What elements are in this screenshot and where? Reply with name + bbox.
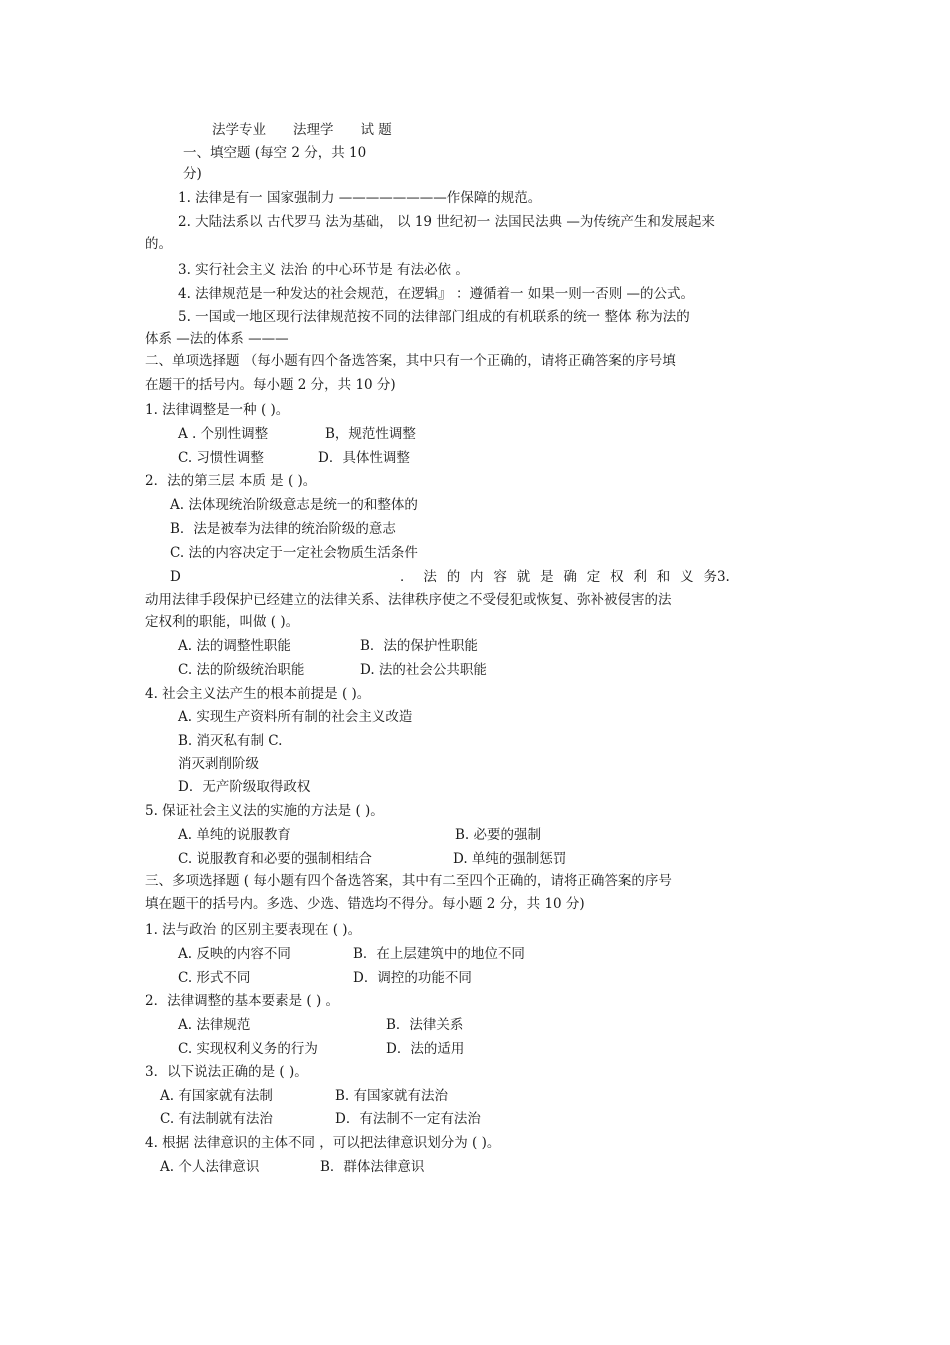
single-q5-option-a: A. 单纯的说服教育 <box>178 827 291 843</box>
single-question-2: 2．法的第三层 本质 是 ( )。 <box>145 473 317 489</box>
option-d-char: 内 <box>470 569 484 585</box>
single-q4-option-c: 消灭剥削阶级 <box>178 756 259 772</box>
multi-q1-option-b: B．在上层建筑中的地位不同 <box>353 946 525 962</box>
single-q4-option-d: D．无产阶级取得政权 <box>178 779 311 795</box>
option-d-char: 确 <box>563 569 577 585</box>
multi-q2-option-b: B．法律关系 <box>386 1017 464 1033</box>
single-q2-option-b: B．法是被奉为法律的统治阶级的意志 <box>170 521 396 537</box>
single-q5-option-d: D. 单纯的强制惩罚 <box>453 851 567 867</box>
single-q2-option-a: A. 法体现统治阶级意志是统一的和整体的 <box>170 497 418 513</box>
option-d-char: 权 <box>610 569 624 585</box>
single-q1-option-c: C. 习惯性调整 <box>178 450 264 466</box>
multi-question-2: 2．法律调整的基本要素是 ( ) 。 <box>145 993 339 1009</box>
fill-question-2-cont: 的。 <box>145 236 172 252</box>
fill-question-3: 3. 实行社会主义 法治 的中心环节是 有法必依 。 <box>178 262 469 278</box>
single-question-5: 5. 保证社会主义法的实施的方法是 ( )。 <box>145 803 384 819</box>
single-q1-option-b: B，规范性调整 <box>325 426 416 442</box>
option-d-char: 利 <box>633 569 647 585</box>
single-q2-option-d-letter: D <box>170 569 181 585</box>
section-1-heading-cont: 分) <box>183 166 202 182</box>
section-2-heading-cont: 在题干的括号内。每小题 2 分，共 10 分) <box>145 377 396 393</box>
multi-q2-option-a: A. 法律规范 <box>178 1017 251 1033</box>
single-question-3: 动用法律手段保护已经建立的法律关系、法律秩序使之不受侵犯或恢复、弥补被侵害的法 <box>145 592 672 608</box>
multi-question-1: 1. 法与政治 的区别主要表现在 ( )。 <box>145 922 362 938</box>
multi-q3-option-d: D．有法制不一定有法治 <box>335 1111 481 1127</box>
multi-q2-option-d: D．法的适用 <box>386 1041 465 1057</box>
multi-q3-option-c: C. 有法制就有法治 <box>160 1111 273 1127</box>
single-q3-option-c: C. 法的阶级统治职能 <box>178 662 305 678</box>
single-q2-option-d-text <box>400 568 730 586</box>
multi-q4-option-b: B．群体法律意识 <box>320 1159 425 1175</box>
fill-question-4: 4. 法律规范是一种发达的社会规范，在逻辑』 ：遵循着一 如果一则一否则 —的公式。 <box>178 286 695 302</box>
multi-q1-option-c: C. 形式不同 <box>178 970 251 986</box>
fill-question-1: 1. 法律是有一 国家强制力 ————————作保障的规范。 <box>178 190 542 206</box>
fill-question-5-cont: 体系 —法的体系 ——— <box>145 331 289 347</box>
multi-q3-option-a: A. 有国家就有法制 <box>160 1088 273 1104</box>
page-title: 法学专业 法理学 试 题 <box>212 122 392 138</box>
single-q1-option-a: A . 个别性调整 <box>178 426 269 442</box>
option-d-char: 的 <box>446 569 461 585</box>
option-d-char: 定 <box>586 569 601 585</box>
option-d-char: ． <box>400 569 414 585</box>
option-d-char: 义 <box>680 569 694 585</box>
option-d-char: 务3. <box>703 569 730 585</box>
option-d-char: 法 <box>423 569 437 585</box>
single-q4-option-a: A. 实现生产资料所有制的社会主义改造 <box>178 709 413 725</box>
single-q2-option-c: C. 法的内容决定于一定社会物质生活条件 <box>170 545 418 561</box>
single-q1-option-d: D．具体性调整 <box>318 450 410 466</box>
section-3-heading-cont: 填在题干的括号内。多选、少选、错选均不得分。每小题 2 分，共 10 分) <box>145 896 585 912</box>
single-question-1: 1. 法律调整是一种 ( )。 <box>145 402 290 418</box>
multi-question-4: 4. 根据 法律意识的主体不同 ，可以把法律意识划分为 ( )。 <box>145 1135 501 1151</box>
option-d-char: 容 <box>493 569 507 585</box>
single-q3-option-d: D. 法的社会公共职能 <box>360 662 487 678</box>
fill-question-2: 2. 大陆法系以 古代罗马 法为基础， 以 19 世纪初一 法国民法典 —为传统产生和发展起来 <box>178 214 715 230</box>
section-1-heading: 一、填空题 (每空 2 分，共 10 <box>183 145 367 161</box>
multi-question-3: 3．以下说法正确的是 ( )。 <box>145 1064 308 1080</box>
single-q5-option-c: C. 说服教育和必要的强制相结合 <box>178 851 372 867</box>
single-q3-option-a: A. 法的调整性职能 <box>178 638 291 654</box>
fill-question-5: 5. 一国或一地区现行法律规范按不同的法律部门组成的有机联系的统一 整体 称为法的 <box>178 309 690 325</box>
single-q5-option-b: B. 必要的强制 <box>455 827 542 843</box>
multi-q3-option-b: B. 有国家就有法治 <box>335 1088 449 1104</box>
section-3-heading: 三、多项选择题 ( 每小题有四个备选答案，其中有二至四个正确的，请将正确答案的序号 <box>145 873 672 889</box>
multi-q1-option-d: D．调控的功能不同 <box>353 970 472 986</box>
option-d-char: 就 <box>516 569 531 585</box>
multi-q2-option-c: C. 实现权利义务的行为 <box>178 1041 318 1057</box>
multi-q4-option-a: A. 个人法律意识 <box>160 1159 260 1175</box>
single-q4-option-b: B. 消灭私有制 C. <box>178 733 283 749</box>
option-d-char: 是 <box>540 569 554 585</box>
single-question-4: 4. 社会主义法产生的根本前提是 ( )。 <box>145 686 371 702</box>
section-2-heading: 二、单项选择题 （每小题有四个备选答案，其中只有一个正确的，请将正确答案的序号填 <box>145 353 676 369</box>
single-question-3-cont: 定权利的职能，叫做 ( )。 <box>145 614 300 630</box>
single-q3-option-b: B．法的保护性职能 <box>360 638 478 654</box>
option-d-char: 和 <box>656 569 671 585</box>
multi-q1-option-a: A. 反映的内容不同 <box>178 946 291 962</box>
